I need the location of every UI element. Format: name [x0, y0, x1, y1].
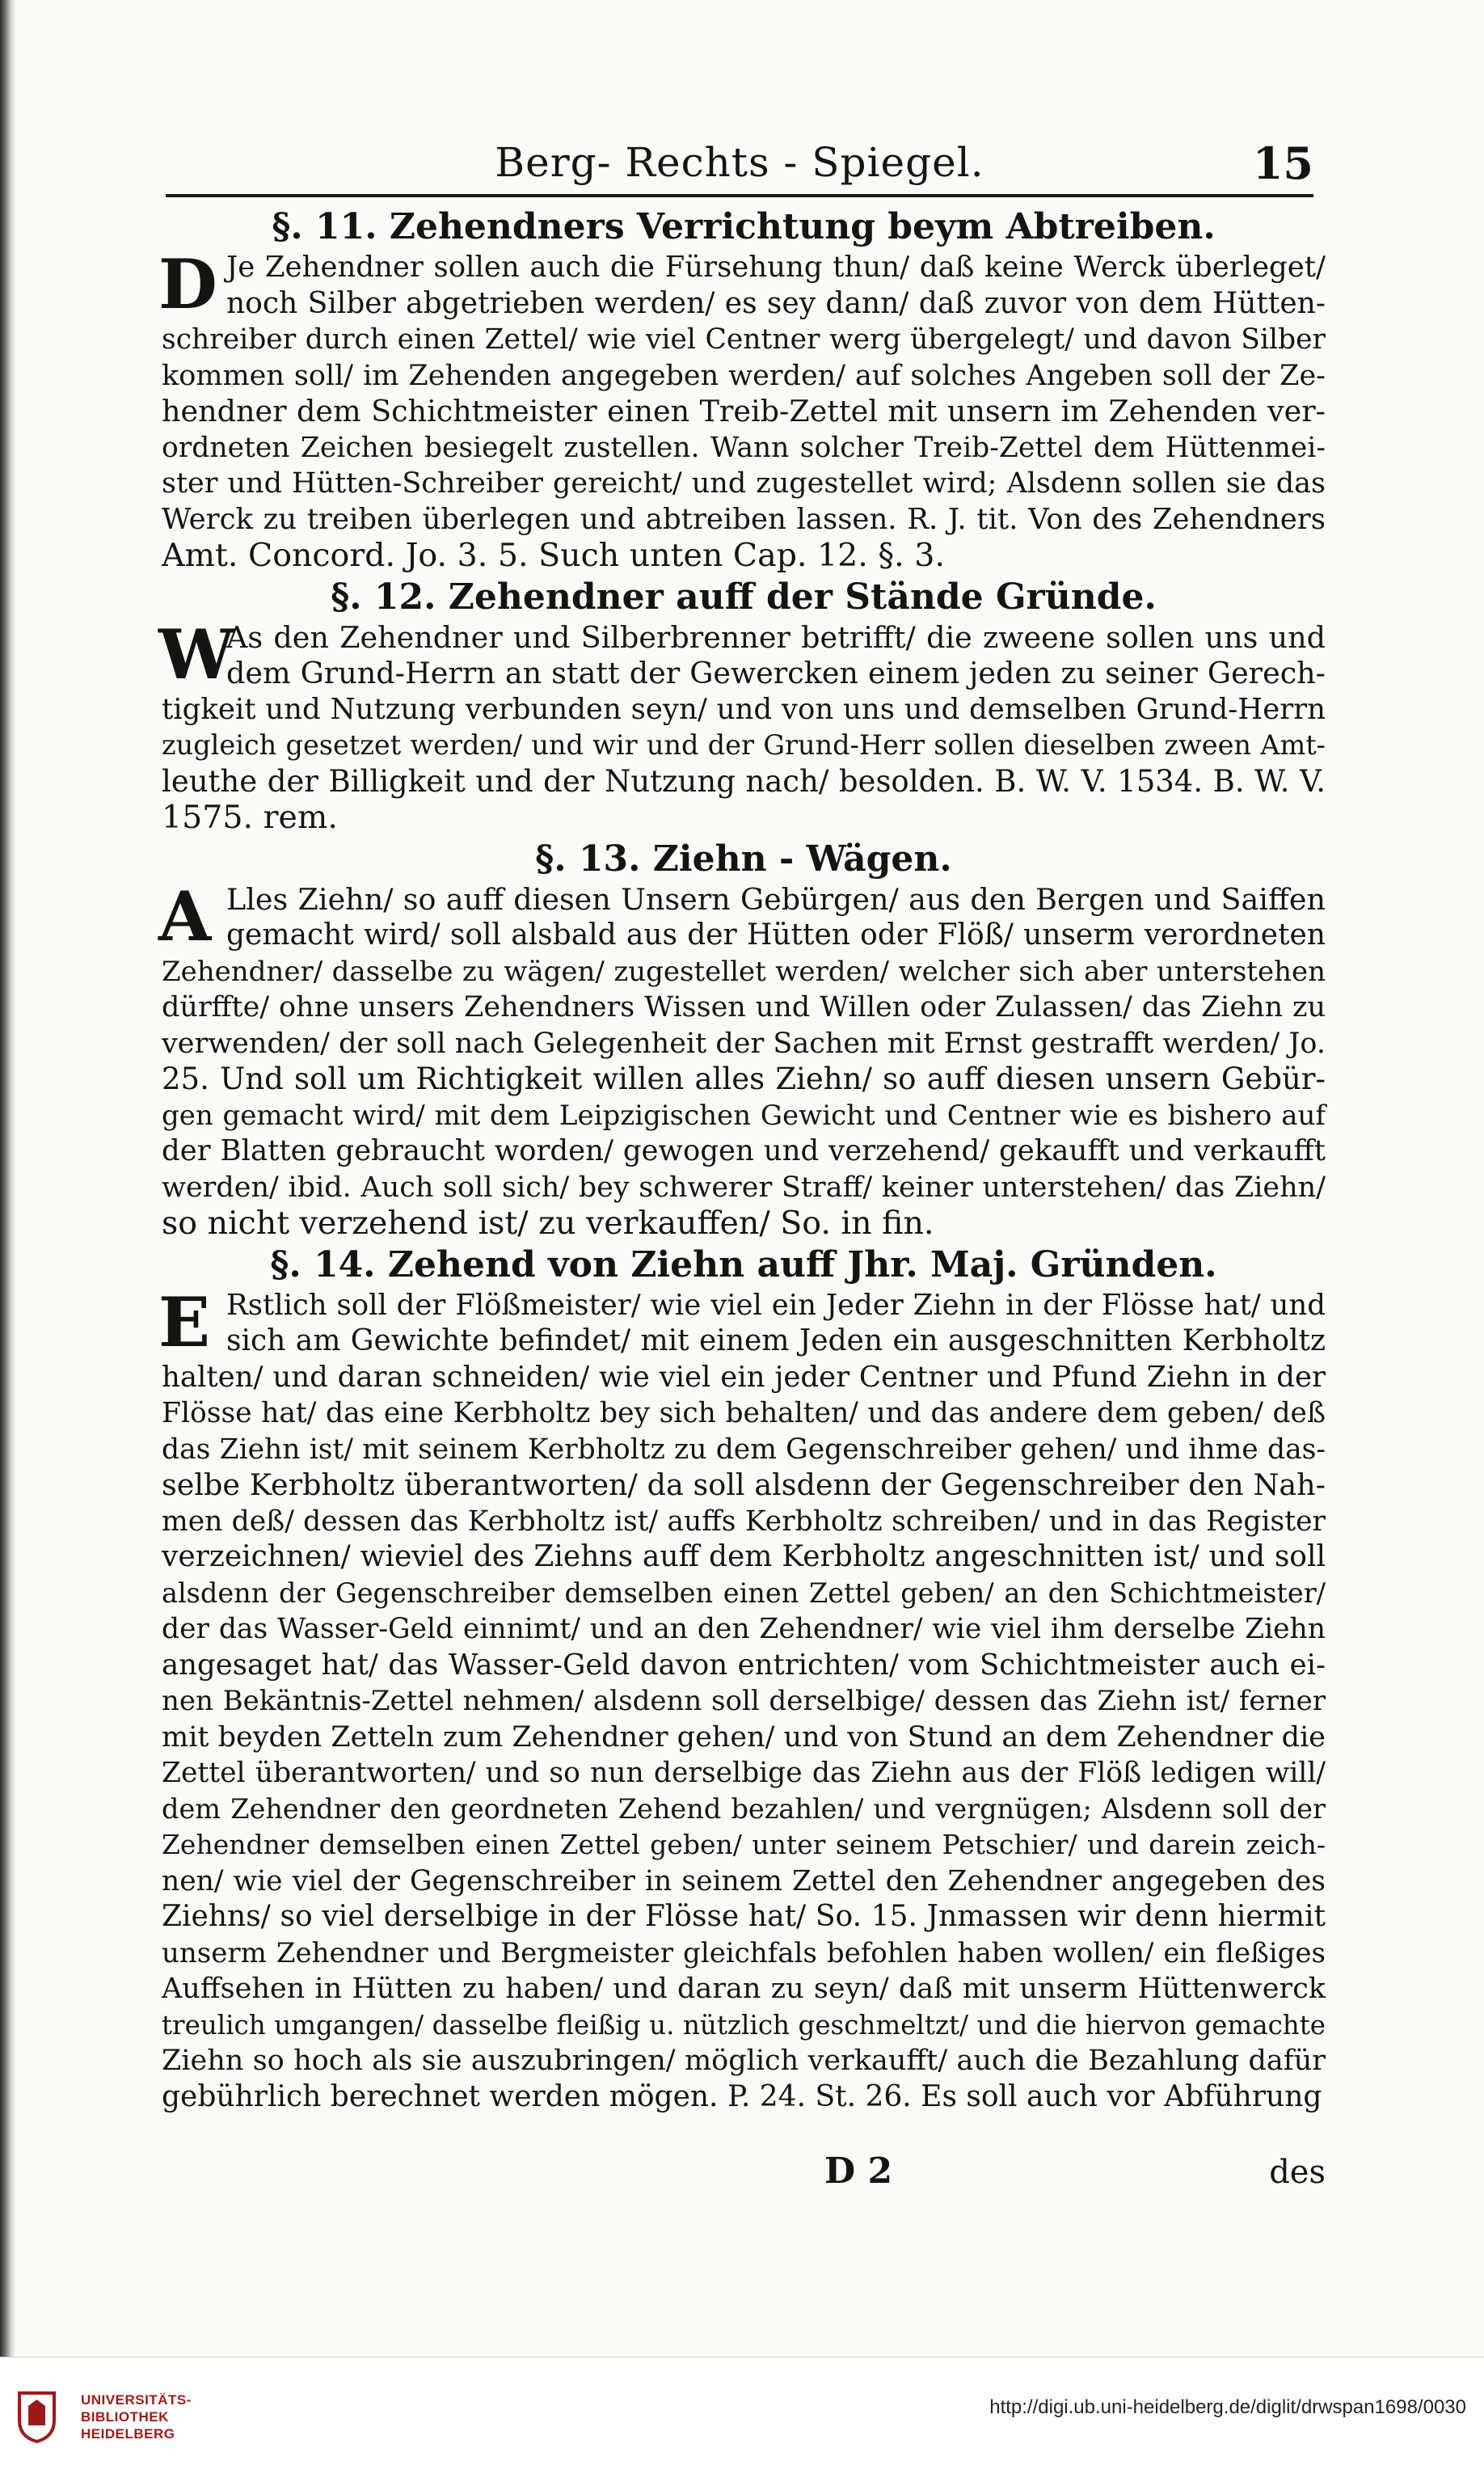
catchword: des: [1269, 2154, 1326, 2191]
library-name-line: HEIDELBERG: [81, 2426, 175, 2442]
text-line: leuthe der Billigkeit und der Nutzung nach/ besolden. B. W. V. 1534. B. W. V.: [162, 763, 1326, 799]
drop-initial: E: [158, 1281, 211, 1362]
text-line: Je Zehendner sollen auch die Fürsehung thun/ daß keine Werck überleget/: [226, 251, 1326, 284]
text-line: mit beyden Zetteln zum Zehendner gehen/ und von Stund an dem Zehendner die: [162, 1720, 1326, 1754]
text-line: men deß/ dessen das Kerbholtz ist/ auffs Kerbholtz schreiben/ und in das Register: [162, 1505, 1326, 1538]
text-line: Auffsehen in Hütten zu haben/ und daran zu seyn/ daß mit unserm Hüttenwerck: [162, 1973, 1326, 2005]
text-line: das Ziehn ist/ mit seinem Kerbholtz zu dem Gegenschreiber gehen/ und ihme das-: [162, 1433, 1326, 1466]
text-line: Zehendner demselben einen Zettel geben/ unter seinem Petschier/ und darein zeich-: [162, 1829, 1326, 1860]
text-line: der Blatten gebraucht worden/ gewogen und verzehend/ gekaufft und verkaufft: [162, 1134, 1326, 1167]
text-line: dem Grund-Herrn an statt der Gewercken einem jeden zu seiner Gerech-: [226, 656, 1326, 690]
section-paragraph: [158, 614, 1326, 836]
text-line: dürffte/ ohne unsers Zehendners Wissen und Willen oder Zulassen/ das Ziehn zu: [162, 991, 1326, 1024]
section-heading: §. 13. Ziehn - Wägen.: [535, 838, 952, 880]
page-header: [166, 137, 1313, 194]
section-heading: §. 11. Zehendners Verrichtung beym Abtreiben.: [272, 206, 1216, 247]
drop-initial: W: [158, 614, 235, 694]
text-line: 25. Und soll um Richtigkeit willen alles Ziehn/ so auff diesen unsern Gebür-: [162, 1062, 1326, 1096]
text-line: gebührlich berechnet werden mögen. P. 24. St. 26. Es soll auch vor Abführung: [162, 2079, 1322, 2113]
text-line: werden/ ibid. Auch soll sich/ bey schwerer Straff/ keiner unterstehen/ das Ziehn/: [162, 1171, 1326, 1204]
text-line: ster und Hütten-Schreiber gereicht/ und zugestellet wird; Alsdenn sollen sie das: [162, 467, 1326, 500]
drop-initial: D: [158, 244, 217, 324]
text-line: zugleich gesetzet werden/ und wir und der Grund-Herr sollen dieselben zween Amt-: [162, 729, 1326, 761]
text-line: hendner dem Schichtmeister einen Treib-Zettel mit unsern im Zehenden ver-: [162, 394, 1326, 428]
section-paragraph: [158, 876, 1326, 1242]
section-paragraph: [158, 244, 1326, 574]
text-line: unserm Zehendner und Bergmeister gleichfals befohlen haben wollen/ ein fleßiges: [162, 1936, 1326, 1969]
university-seal-icon: [15, 2388, 59, 2445]
text-line: angesaget hat/ das Wasser-Geld davon entrichten/ vom Schichtmeister auch ei-: [162, 1648, 1326, 1682]
text-line: schreiber durch einen Zettel/ wie viel Centner werg übergelegt/ und davon Silber: [162, 323, 1326, 356]
text-line: halten/ und daran schneiden/ wie viel ein jeder Centner und Pfund Ziehn in der: [162, 1360, 1326, 1394]
text-line: noch Silber abgetrieben werden/ es sey dann/ daß zuvor von dem Hütten-: [226, 286, 1326, 320]
text-line: Ziehn so hoch als sie auszubringen/ möglich verkaufft/ auch die Bezahlung dafür: [162, 2045, 1326, 2077]
text-line: Zettel überantworten/ und so nun derselbige das Ziehn aus der Flöß ledigen will/: [162, 1757, 1326, 1789]
section-heading: §. 14. Zehend von Ziehn auff Jhr. Maj. Gründen.: [270, 1243, 1217, 1285]
page-footer-marks: [162, 2151, 1326, 2199]
text-line: Amt. Concord. Jo. 3. 5. Such unten Cap. 12. §. 3.: [162, 537, 945, 574]
text-line: gen gemacht wird/ mit dem Leipzigischen Gewicht und Centner wie es bishero auf: [162, 1099, 1326, 1132]
digitization-footer: [0, 2357, 1484, 2465]
text-line: selbe Kerbholtz überantworten/ da soll alsdenn der Gegenschreiber den Nah-: [162, 1467, 1326, 1502]
header-rule: [166, 194, 1313, 197]
section-heading: §. 12. Zehendner auff der Stände Gründe.: [331, 576, 1157, 618]
text-line: tigkeit und Nutzung verbunden seyn/ und von uns und demselben Grund-Herrn: [162, 692, 1326, 726]
signature-mark: D 2: [824, 2151, 893, 2192]
text-line: alsdenn der Gegenschreiber demselben einen Zettel geben/ an den Schichtmeister/: [162, 1577, 1326, 1609]
running-title: Berg- Rechts - Spiegel.: [495, 139, 984, 186]
text-line: Rstlich soll der Flößmeister/ wie viel ein Jeder Ziehn in der Flösse hat/ und: [226, 1288, 1326, 1322]
text-line: Ziehns/ so viel derselbige in der Flösse hat/ So. 15. Jnmassen wir denn hiermit: [162, 1900, 1326, 1933]
page-edge-shadow: [0, 0, 16, 2357]
text-line: Werck zu treiben überlegen und abtreiben lassen. R. J. tit. Von des Zehendners: [162, 502, 1326, 536]
text-line: dem Zehendner den geordneten Zehend bezahlen/ und vergnügen; Alsdenn soll der: [162, 1792, 1326, 1825]
section-paragraph: [158, 1281, 1326, 2116]
text-line: Flösse hat/ das eine Kerbholtz bey sich behalten/ und das andere dem geben/ deß: [162, 1397, 1326, 1429]
text-line: verzeichnen/ wieviel des Ziehns auff dem Kerbholtz angeschnitten ist/ und soll: [162, 1540, 1326, 1573]
text-line: Lles Ziehn/ so auff diesen Unsern Gebürgen/ aus den Bergen und Saiffen: [226, 881, 1326, 917]
text-line: ordneten Zeichen besiegelt zustellen. Wann solcher Treib-Zettel dem Hüttenmei-: [162, 431, 1326, 464]
text-line: der das Wasser-Geld einnimt/ und an den Zehendner/ wie viel ihm derselbe Ziehn: [162, 1613, 1326, 1645]
text-line: so nicht verzehend ist/ zu verkauffen/ So. in fin.: [162, 1205, 934, 1242]
library-name: [81, 2391, 192, 2442]
library-name-line: UNIVERSITÄTS-: [81, 2392, 192, 2408]
text-line: Zehendner/ dasselbe zu wägen/ zugestellet werden/ welcher sich aber unterstehen: [162, 955, 1326, 988]
text-line: gemacht wird/ soll alsbald aus der Hütten oder Flöß/ unserm verordneten: [226, 918, 1326, 952]
text-line: verwenden/ der soll nach Gelegenheit der Sachen mit Ernst gestrafft werden/ Jo.: [162, 1027, 1326, 1060]
text-line: nen/ wie viel der Gegenschreiber in seinem Zettel den Zehendner angegeben des: [162, 1864, 1326, 1897]
text-line: sich am Gewichte befindet/ mit einem Jeden ein ausgeschnitten Kerbholtz: [226, 1324, 1326, 1357]
text-line: kommen soll/ im Zehenden angegeben werden/ auf solches Angeben soll der Ze-: [162, 359, 1326, 392]
text-line: treulich umgangen/ dasselbe fleißig u. nützlich geschmeltzt/ und die hiervon gemachte: [162, 2009, 1326, 2041]
text-line: nen Bekäntnis-Zettel nehmen/ alsdenn soll derselbige/ dessen das Ziehn ist/ ferner: [162, 1685, 1326, 1717]
library-name-line: BIBLIOTHEK: [81, 2409, 169, 2425]
body-text: [158, 204, 1326, 2115]
source-url-link[interactable]: http://digi.ub.uni-heidelberg.de/diglit/drwspan1698/0030: [989, 2396, 1466, 2418]
page-number: 15: [1252, 137, 1313, 189]
text-line: 1575. rem.: [162, 799, 338, 836]
text-line: As den Zehendner und Silberbrenner betrifft/ die zweene sollen uns und: [226, 619, 1326, 655]
drop-initial: A: [158, 876, 212, 956]
